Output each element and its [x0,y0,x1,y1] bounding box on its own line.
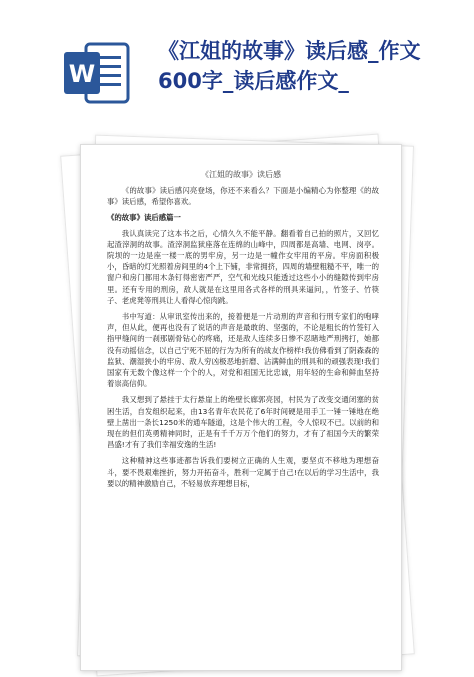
word-document-icon [62,38,132,108]
document-preview [0,140,474,669]
title-line-2: 600字_读后感作文_ [158,69,349,93]
word-icon-letter: W [68,60,96,88]
body-paragraph: 这种精神这些事迹都告诉我们要树立正确的人生观，要坚贞不移地为理想奋斗，要不畏艰难挫折，努力开拓奋斗，胜利一定属于自己!在以后的学习生活中，我要以的精神激励自己，不轻易放弃理想目标， [107,456,379,488]
document-page [80,144,402,671]
body-paragraph: 我认真读完了这本书之后，心情久久不能平静。翻看着自己拍的照片，又回忆起渣滓洞的故事。渣滓洞监狱座落在连绵的山峰中，四周都是高墙、电网、岗亭。院坝的一边是座一楼一底的男牢房，另一边是一幢作女牢用的平房。牢房面积极小，昏暗的灯光照着房间里的4个上下铺，非常拥挤，四周的墙壁粗糙不平，唯一的窗户和房门都用木条钉得密密严严，空气和光线只能透过这些小小的缝隙传到牢房里。还有专用的刑房，敌人就是在这里用各式各样的刑具来逼问，，竹签子、竹筷子、老虎凳等刑具让人看得心惊肉跳。 [107,228,379,305]
body-paragraph: 书中写道：从审讯室传出来的，接着便是一片动刑的声音和行刑专家们的咆哮声，但从此，便再也没有了说话的声音是最敢的、坚强的，不论是粗长的竹签钉入指甲缝间的一刹那剧骨钻心的疼痛，还是敌人连续多日惨不忍睹地严刑拷打，她都没有动摇信念，以自己宁死不屈的行为为所有的战友作榜样!我仿佛看到了阴森森的监狱、潮湿狭小的牢房、敌人穷凶极恶地折磨、沾满鲜血的刑具和的顽强表现!我们国家有无数个像这样一个个的人，对党和祖国无比忠诚，用年轻的生命和鲜血坚持着崇高信仰。 [107,312,379,389]
title-line-1: 《江姐的故事》读后感_作文 [158,39,421,63]
intro-paragraph: 《的故事》读后感闪亮登场，你还不来看么？下面是小编精心为你整理《的故事》读后感，希望你喜欢。 [107,186,379,207]
section-title: 《的故事》读后感篇一 [107,213,181,223]
document-heading: 《江姐的故事》读后感 [201,170,281,179]
header-banner [0,0,474,140]
page-title [158,36,458,96]
document-body [107,185,379,494]
body-paragraph: 我又想到了悬挂于太行悬崖上的绝壁长廊郭亮园，村民为了改变交通闭塞的贫困生活，自发组织起来，由13名青年农民花了6年时间硬是用手工一锤一锤地在绝壁上凿出一条长1250米的通车隧道，这是个伟大的工程，令人惊叹不已。以前的和现在的但们英勇精神同时，正是有千千万万个他们的努力，才有了祖国今天的繁荣昌盛!才有了我们幸福安逸的生活! [107,395,379,450]
